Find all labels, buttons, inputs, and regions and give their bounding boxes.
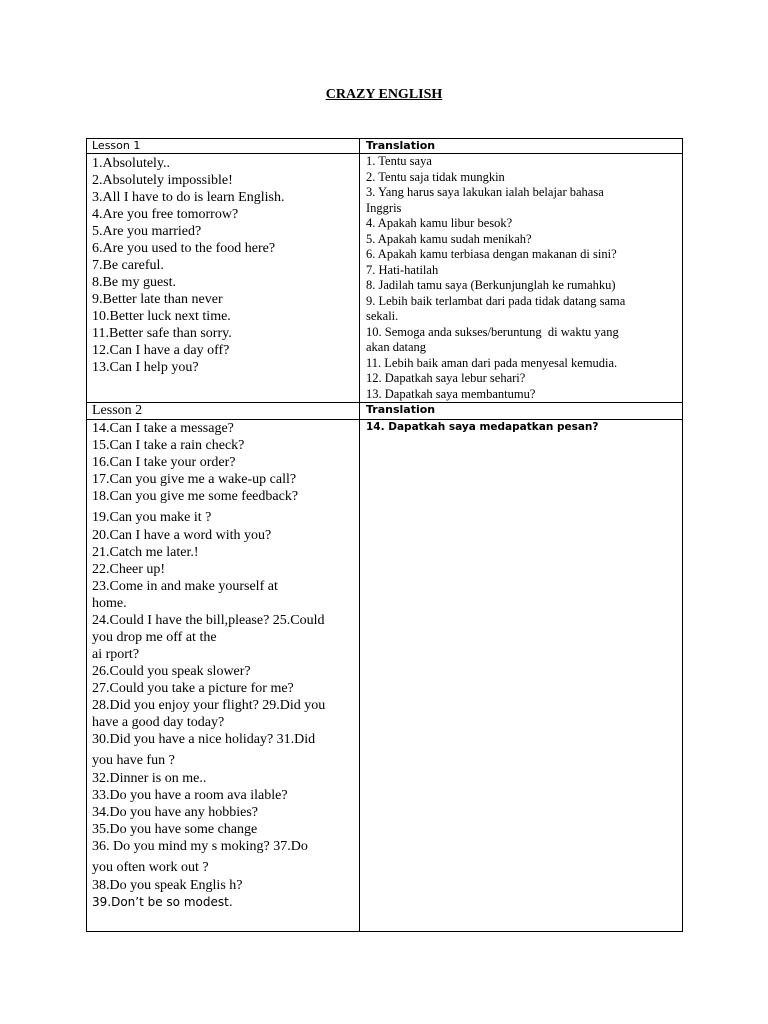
phrase-item: 17.Can you give me a wake-up call? xyxy=(92,472,297,487)
phrase-item: 9.Better late than never xyxy=(92,292,223,307)
translation-item: 9. Lebih baik terlambat dari pada tidak datang sama xyxy=(366,293,626,308)
phrase-item: 13.Can I help you? xyxy=(92,360,199,375)
translation-item: sekali. xyxy=(366,309,399,323)
lesson1-header: Lesson 1 xyxy=(92,139,141,152)
phrase-item: 6.Are you used to the food here? xyxy=(92,241,276,256)
phrase-item: 27.Could you take a picture for me? xyxy=(92,681,294,696)
phrase-item: 24.Could I have the bill,please? 25.Could xyxy=(92,613,325,628)
translation-item: 5. Apakah kamu sudah menikah? xyxy=(366,231,532,246)
translation-item: 7. Hati-hatilah xyxy=(366,262,439,277)
translation-item: akan datang xyxy=(366,340,427,354)
translation-item: 1. Tentu saya xyxy=(366,154,432,168)
phrase-item: 3.All I have to do is learn English. xyxy=(92,190,285,205)
phrase-item: 19.Can you make it ? xyxy=(92,510,212,525)
translation-item: Inggris xyxy=(366,200,402,215)
translation-item: 3. Yang harus saya lakukan ialah belajar bahasa xyxy=(366,185,604,199)
phrase-item: 36. Do you mind my s moking? 37.Do xyxy=(92,839,308,854)
phrase-item: 28.Did you enjoy your flight? 29.Did you xyxy=(92,698,326,713)
phrase-item: 39.Don’t be so modest. xyxy=(92,895,233,909)
phrase-item: 8.Be my guest. xyxy=(92,275,176,290)
phrase-item: 21.Catch me later.! xyxy=(92,545,199,560)
phrase-item: you drop me off at the xyxy=(92,630,217,645)
phrase-item: 15.Can I take a rain check? xyxy=(92,438,245,453)
translation-item: 10. Semoga anda sukses/beruntung di waktu yang xyxy=(366,324,619,339)
phrase-item: 32.Dinner is on me.. xyxy=(92,771,207,786)
translation-item: 11. Lebih baik aman dari pada menyesal kemudia. xyxy=(366,355,618,370)
phrase-item: 1.Absolutely.. xyxy=(92,156,171,171)
phrase-item: you have fun ? xyxy=(92,753,175,768)
lesson1-translation-header: Translation xyxy=(366,139,436,152)
phrase-item: 2.Absolutely impossible! xyxy=(92,173,233,188)
phrase-item: 33.Do you have a room ava ilable? xyxy=(92,788,288,803)
phrase-item: 11.Better safe than sorry. xyxy=(92,326,232,341)
phrase-item: 4.Are you free tomorrow? xyxy=(92,207,239,222)
phrase-item: 22.Cheer up! xyxy=(92,562,166,577)
phrase-item: home. xyxy=(92,596,127,611)
phrase-item: 18.Can you give me some feedback? xyxy=(92,489,299,504)
phrase-item: 7.Be careful. xyxy=(92,258,164,273)
translation-item: 8. Jadilah tamu saya (Berkunjunglah ke rumahku) xyxy=(366,278,616,292)
phrase-item: have a good day today? xyxy=(92,715,225,730)
lesson2-translation-list xyxy=(366,420,680,440)
translation-item: 14. Dapatkah saya medapatkan pesan? xyxy=(366,421,599,433)
phrase-item: 10.Better luck next time. xyxy=(92,309,231,324)
phrase-item: 16.Can I take your order? xyxy=(92,455,236,470)
lesson1-english-list xyxy=(92,155,357,401)
phrase-item: 23.Come in and make yourself at xyxy=(92,579,278,594)
lesson2-translation-header: Translation xyxy=(366,403,436,416)
phrase-item: 26.Could you speak slower? xyxy=(92,664,251,679)
translation-item: 4. Apakah kamu libur besok? xyxy=(366,216,513,230)
lesson2-header: Lesson 2 xyxy=(92,403,143,418)
phrase-item: 38.Do you speak Englis h? xyxy=(92,878,243,893)
phrase-item: 34.Do you have any hobbies? xyxy=(92,805,259,820)
phrase-item: 30.Did you have a nice holiday? 31.Did xyxy=(92,732,316,747)
translation-item: 6. Apakah kamu terbiasa dengan makanan di sini? xyxy=(366,247,617,261)
phrase-item: 35.Do you have some change xyxy=(92,822,258,837)
phrase-item: ai rport? xyxy=(92,647,140,662)
phrase-item: 20.Can I have a word with you? xyxy=(92,528,272,543)
translation-item: 13. Dapatkah saya membantumu? xyxy=(366,386,536,401)
phrase-item: 5.Are you married? xyxy=(92,224,202,239)
phrase-item: 14.Can I take a message? xyxy=(92,421,234,436)
page-title: CRAZY ENGLISH xyxy=(325,87,443,102)
lesson2-english-list xyxy=(92,420,357,928)
lesson1-translation-list xyxy=(366,154,680,402)
translation-item: 12. Dapatkah saya lebur sehari? xyxy=(366,371,526,385)
phrase-item: you often work out ? xyxy=(92,860,209,875)
lesson-table xyxy=(86,138,683,932)
phrase-item: 12.Can I have a day off? xyxy=(92,343,230,358)
translation-item: 2. Tentu saja tidak mungkin xyxy=(366,169,505,184)
